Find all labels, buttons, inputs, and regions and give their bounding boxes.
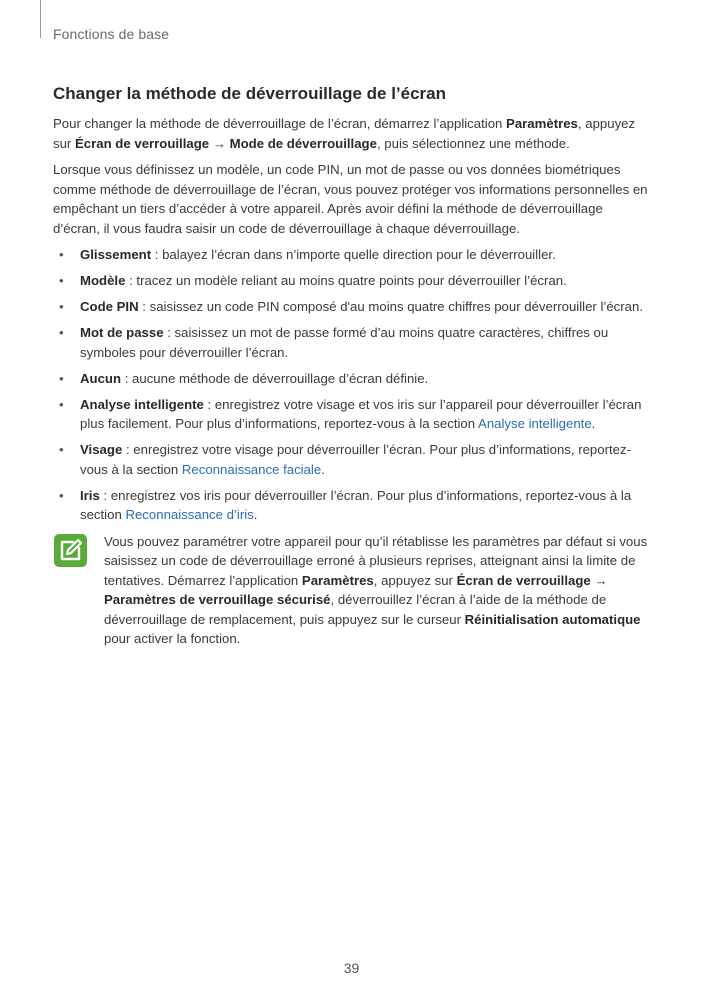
content-body: [53, 114, 649, 649]
description-paragraph: Lorsque vous définissez un modèle, un code PIN, un mot de passe ou vos données biométriques comme méthode de déverrouillage de l’écran, vous pouvez protéger vos informations personnelles en empêchant un tiers d’accéder à votre appareil. Après avoir défini la méthode de déverrouillage d’écran, il vous faudra saisir un code de déverrouillage à chaque déverrouillage.: [53, 162, 648, 236]
bullet-dot: •: [59, 442, 64, 457]
method-term: Visage: [80, 442, 123, 457]
note-box: [53, 532, 649, 649]
method-term: Analyse intelligente: [80, 396, 204, 412]
list-item: • Code PIN : saisissez un code PIN composé d'au moins quatre chiffres pour déverrouiller l’écran.: [53, 297, 649, 317]
bullet-dot: •: [59, 325, 64, 340]
list-item: • Glissement : balayez l’écran dans n’importe quelle direction pour le déverrouiller.: [53, 245, 649, 265]
method-term: Modèle: [80, 273, 126, 288]
method-term: Code PIN: [80, 299, 139, 314]
list-item: • Visage : enregistrez votre visage pour déverrouiller l’écran. Pour plus d’informations, reportez-vous à la section Reconnaissance faciale.: [59, 442, 631, 477]
list-item: • Iris : enregistrez vos iris pour déverrouiller l’écran. Pour plus d’informations, reportez-vous à la section Reconnaissance d’iris.: [59, 487, 632, 522]
method-term: Mot de passe: [80, 325, 164, 340]
note-pencil-icon: [54, 534, 87, 567]
list-item: • Modèle : tracez un modèle reliant au moins quatre points pour déverrouiller l’écran.: [53, 271, 649, 291]
page-title: Changer la méthode de déverrouillage de l’écran: [53, 84, 447, 103]
bullet-dot: •: [59, 487, 64, 503]
intro-paragraph: Pour changer la méthode de déverrouillage de l’écran, démarrez l’application Paramètres, appuyez sur Écran de verrouillage → Mode de déverrouillage, puis sélectionnez une méthode.: [53, 116, 636, 151]
bullet-dot: •: [59, 273, 64, 288]
bullet-dot: •: [59, 247, 64, 262]
section-header: Fonctions de base: [53, 26, 170, 42]
unlock-methods-list: [53, 245, 649, 525]
link-reconnaissance-faciale[interactable]: Reconnaissance faciale: [181, 461, 322, 477]
bullet-dot: •: [59, 396, 64, 412]
page-number: 39: [343, 960, 360, 976]
bullet-dot: •: [59, 370, 64, 386]
method-term: Glissement: [80, 247, 152, 262]
link-analyse-intelligente[interactable]: Analyse intelligente: [478, 416, 592, 431]
list-item: • Analyse intelligente : enregistrez votre visage et vos iris sur l’appareil pour déverrouiller l’écran plus facilement. Pour plus d’informations, reportez-vous à la section Analyse intelligente.: [59, 396, 642, 431]
bullet-dot: •: [59, 299, 64, 314]
method-term: Aucun: [80, 370, 122, 386]
header-rule: [40, 0, 41, 38]
method-term: Iris: [80, 487, 100, 503]
list-item: • Mot de passe : saisissez un mot de passe formé d’au moins quatre caractères, chiffres ou symboles pour déverrouiller l’écran.: [59, 325, 609, 360]
link-reconnaissance-iris[interactable]: Reconnaissance d’iris: [125, 507, 254, 522]
list-item: • Aucun : aucune méthode de déverrouillage d’écran définie.: [53, 369, 649, 389]
note-text: Vous pouvez paramétrer votre appareil pour qu’il rétablisse les paramètres par défaut si vous saisissez un code de déverrouillage erroné à plusieurs reprises, atteignant ainsi la limite de tentatives. Démarrez l’application Paramètres, appuyez sur Écran de verrouillage → Paramètres de verrouillage sécurisé, déverrouillez l’écran à l’aide de la méthode de déverrouillage de remplacement, puis appuyez sur le curseur Réinitialisation automatique pour activer la fonction.: [104, 533, 648, 646]
